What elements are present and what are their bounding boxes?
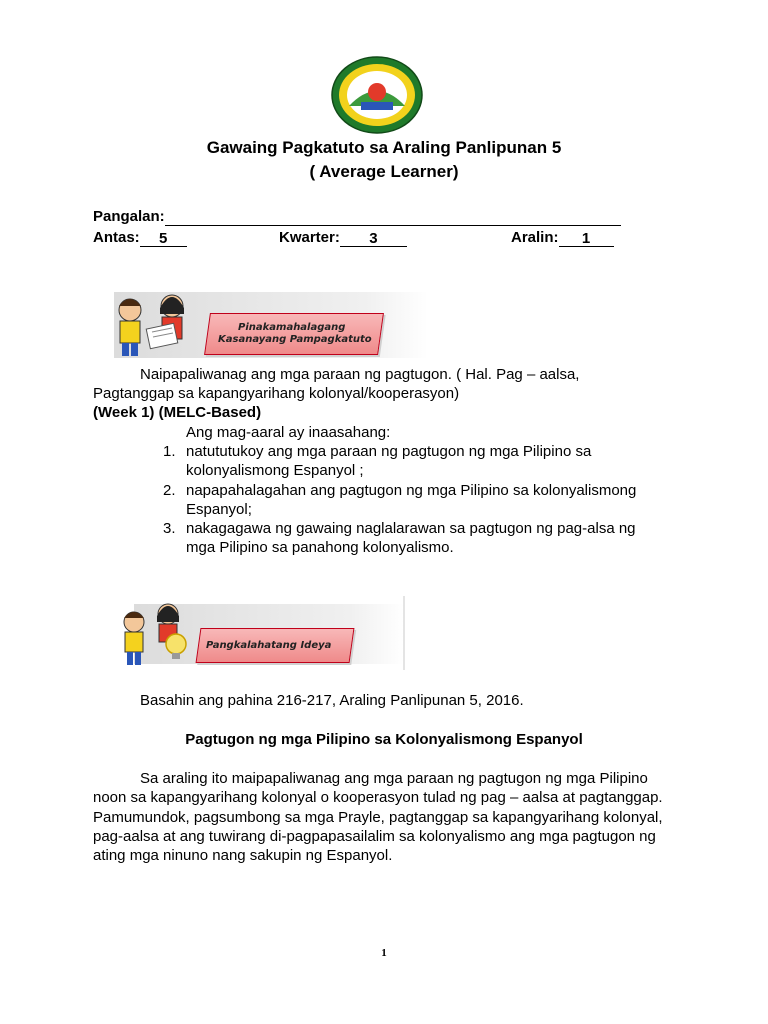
main-idea-banner-label: Pangkalahatang Ideya	[206, 640, 332, 651]
paragraph-line: Pamumundok, pagsumbong sa mga Prayle, pagtanggap sa kapangyarihang kolonyal,	[93, 809, 663, 826]
banner-divider	[403, 596, 405, 670]
lesson-value: 1	[559, 229, 614, 247]
objective-text: napapahalagahan ang pagtugon ng mga Pilipino sa kolonyalismong	[186, 482, 637, 499]
objective-number: 3.	[163, 520, 176, 537]
name-label: Pangalan:	[93, 208, 165, 225]
lesson-label: Aralin:	[511, 229, 559, 246]
name-row	[93, 207, 621, 226]
objective-number: 1.	[163, 443, 176, 460]
grade-row	[93, 228, 187, 247]
objective-text: nakagagawa ng gawaing naglalarawan sa pagtugon ng pag-alsa ng	[186, 520, 636, 537]
competency-banner	[94, 286, 428, 360]
competency-banner-line2: Kasanayang Pampagkatuto	[218, 334, 372, 345]
objectives-intro: Ang mag-aaral ay inaasahang:	[186, 424, 391, 441]
objective-text: Espanyol;	[186, 501, 252, 518]
objective-text: mga Pilipino sa panahong kolonyalismo.	[186, 539, 454, 556]
week-label: (Week 1) (MELC-Based)	[93, 404, 262, 421]
competency-banner-line1: Pinakamahalagang	[238, 322, 346, 333]
objective-text: kolonyalismong Espanyol ;	[186, 462, 364, 479]
paragraph-line: noon sa kapangyarihang kolonyal o kooperasyon tulad ng pag – aalsa at pagtanggap.	[93, 789, 663, 806]
name-blank[interactable]	[165, 208, 621, 226]
competency-line2: Pagtanggap sa kapangyarihang kolonyal/kooperasyon)	[93, 385, 460, 402]
paragraph-line: pag-aalsa at ang tuwirang di-pagpapasailalim sa kolonyalismo ang mga pagtugon ng	[93, 828, 656, 845]
worksheet-title: Gawaing Pagkatuto sa Araling Panlipunan 5	[206, 138, 562, 157]
lightbulb-learners-icon	[112, 596, 208, 670]
quarter-label: Kwarter:	[279, 229, 340, 246]
paragraph-line: Sa araling ito maipapaliwanag ang mga paraan ng pagtugon ng mga Pilipino	[140, 770, 648, 787]
lesson-row	[511, 228, 614, 247]
grade-label: Antas:	[93, 229, 140, 246]
learners-illustration-icon	[94, 286, 204, 360]
objective-text: natututukoy ang mga paraan ng pagtugon ng mga Pilipino sa	[186, 443, 592, 460]
objective-number: 2.	[163, 482, 176, 499]
grade-value: 5	[140, 229, 187, 247]
division-seal-logo	[331, 56, 423, 134]
competency-line1: Naipapaliwanag ang mga paraan ng pagtugon. ( Hal. Pag – aalsa,	[140, 366, 580, 383]
reading-instruction: Basahin ang pahina 216-217, Araling Panlipunan 5, 2016.	[140, 692, 524, 709]
worksheet-subtitle: ( Average Learner)	[309, 162, 459, 181]
section-title: Pagtugon ng mga Pilipino sa Kolonyalismong Espanyol	[185, 731, 583, 748]
page-number: 1	[381, 947, 387, 959]
quarter-value: 3	[340, 229, 407, 247]
quarter-row	[279, 228, 407, 247]
main-idea-banner	[112, 596, 408, 670]
paragraph-line: ating mga ninuno nang sakupin ng Espanyol.	[93, 847, 393, 864]
